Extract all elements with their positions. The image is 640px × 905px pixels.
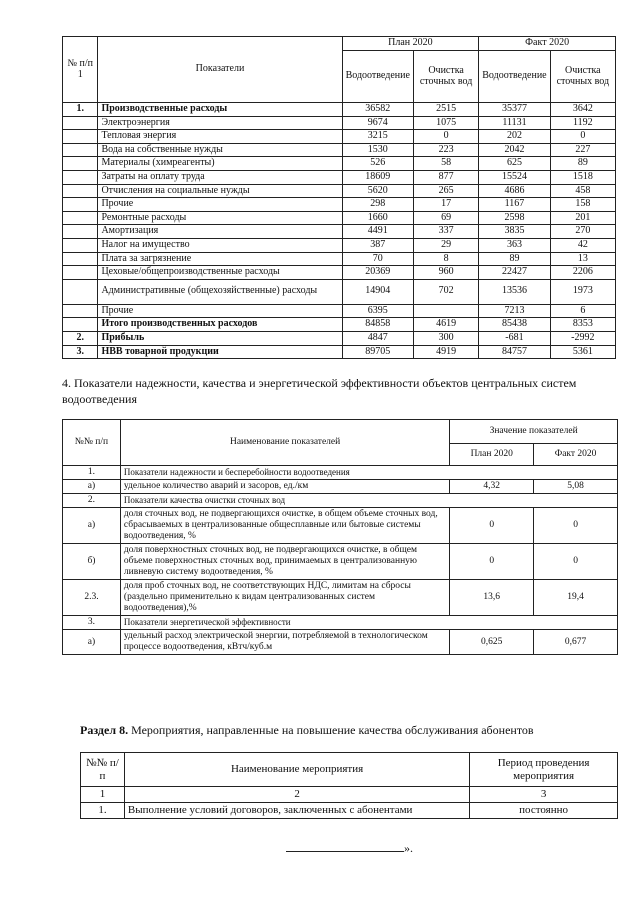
fact-value: 0	[534, 508, 618, 544]
row-value: 13536	[479, 279, 550, 304]
row-label: Тепловая энергия	[98, 130, 342, 144]
row-number	[63, 266, 98, 280]
row-value: 625	[479, 157, 550, 171]
row-value: 89	[479, 252, 550, 266]
row-label: Плата за загрязнение	[98, 252, 342, 266]
plan-value: 0	[450, 544, 534, 580]
table-row	[63, 630, 618, 655]
row-value: 9674	[342, 116, 413, 130]
row-value: 2515	[413, 103, 478, 117]
row-value: 14904	[342, 279, 413, 304]
row-value: 20369	[342, 266, 413, 280]
plan-value: 0,625	[450, 630, 534, 655]
row-value: 4919	[413, 345, 478, 359]
row-label: Прочие	[98, 304, 342, 318]
table-row	[63, 266, 616, 280]
period-header: Период проведения мероприятия	[470, 753, 618, 787]
row-value: 1075	[413, 116, 478, 130]
plan-header: План 2020	[450, 444, 534, 466]
measures-table-body	[81, 787, 618, 819]
row-number: 3.	[63, 345, 98, 359]
row-value: 18609	[342, 170, 413, 184]
row-number	[63, 252, 98, 266]
table-row	[63, 211, 616, 225]
row-number: 1.	[63, 466, 121, 480]
row-value: 3642	[550, 103, 615, 117]
row-value	[413, 304, 478, 318]
row-number	[63, 184, 98, 198]
row-label: Затраты на оплату труда	[98, 170, 342, 184]
row-value: 15524	[479, 170, 550, 184]
row-value: 7213	[479, 304, 550, 318]
row-value: 89705	[342, 345, 413, 359]
row-label: НВВ товарной продукции	[98, 345, 342, 359]
row-value: 1192	[550, 116, 615, 130]
fact-value: 0,677	[534, 630, 618, 655]
row-value: 36582	[342, 103, 413, 117]
row-value: 29	[413, 238, 478, 252]
name-header: Наименование мероприятия	[124, 753, 469, 787]
row-label: доля проб сточных вод, не соответствующих НДС, лимитам на сбросы (раздельно применительно к видам централизованных систем водоотведения),%	[120, 580, 449, 616]
row-number	[63, 198, 98, 212]
row-value: 1167	[479, 198, 550, 212]
table-row	[63, 116, 616, 130]
section-row	[63, 616, 618, 630]
row-value: 223	[413, 143, 478, 157]
row-label: Материалы (химреагенты)	[98, 157, 342, 171]
section-4-title: 4. Показатели надежности, качества и энергетической эффективности объектов центральных систем водоотведения	[62, 376, 577, 406]
fact-treatment-header: Очистка сточных вод	[550, 51, 615, 103]
row-label: Прочие	[98, 198, 342, 212]
row-value: 1973	[550, 279, 615, 304]
column-index: 3	[470, 787, 618, 803]
section-8-label: Раздел 8.	[80, 723, 129, 737]
row-value: 270	[550, 225, 615, 239]
table-row	[63, 508, 618, 544]
table-row	[63, 304, 616, 318]
row-value: 387	[342, 238, 413, 252]
row-value: 2042	[479, 143, 550, 157]
row-value: 4491	[342, 225, 413, 239]
fact-value: 5,08	[534, 480, 618, 494]
row-value: 4686	[479, 184, 550, 198]
num-header: №№ п/п	[63, 420, 121, 466]
row-value: 960	[413, 266, 478, 280]
table-row	[63, 198, 616, 212]
table-row	[63, 580, 618, 616]
row-value: 337	[413, 225, 478, 239]
row-number: а)	[63, 508, 121, 544]
row-label: Административные (общехозяйственные) расходы	[98, 279, 342, 304]
row-value: 1660	[342, 211, 413, 225]
reliability-indicators-table	[62, 419, 618, 655]
financial-indicators-table	[62, 36, 616, 359]
reliability-table-body	[63, 466, 618, 655]
plan-supply-header: Водоотведение	[342, 51, 413, 103]
row-value: 8353	[550, 318, 615, 332]
row-value: 3835	[479, 225, 550, 239]
row-number: а)	[63, 480, 121, 494]
measures-table	[80, 752, 618, 819]
row-label: доля сточных вод, не подвергающихся очистке, в общем объеме сточных вод, сбрасываемых в централизованные общесплавные или бытовые системы водоотведения, %	[120, 508, 449, 544]
row-label: Электроэнергия	[98, 116, 342, 130]
section-row	[63, 466, 618, 480]
row-value: 85438	[479, 318, 550, 332]
table-row	[63, 345, 616, 359]
row-number: 3.	[63, 616, 121, 630]
fact-header: Факт 2020	[534, 444, 618, 466]
row-value: 702	[413, 279, 478, 304]
section-label: Показатели качества очистки сточных вод	[120, 494, 617, 508]
row-label: доля поверхностных сточных вод, не подвергающихся очистке, в общем объеме поверхностных сточных вод, принимаемых в централизованную ливневую систему водоотведения, %	[120, 544, 449, 580]
row-value: 3215	[342, 130, 413, 144]
row-number: а)	[63, 630, 121, 655]
table-row	[63, 184, 616, 198]
row-number	[63, 157, 98, 171]
row-value: 70	[342, 252, 413, 266]
name-header: Наименование показателей	[120, 420, 449, 466]
row-number	[63, 211, 98, 225]
row-value: 42	[550, 238, 615, 252]
row-value: 35377	[479, 103, 550, 117]
section-label: Показатели энергетической эффективности	[120, 616, 617, 630]
row-value: 4847	[342, 331, 413, 345]
row-value: 58	[413, 157, 478, 171]
row-value: 526	[342, 157, 413, 171]
column-index: 1	[81, 787, 125, 803]
table-row	[63, 130, 616, 144]
row-value: 0	[413, 130, 478, 144]
table-row	[63, 480, 618, 494]
row-value: 458	[550, 184, 615, 198]
row-value: 4619	[413, 318, 478, 332]
row-number: б)	[63, 544, 121, 580]
row-label: Амортизация	[98, 225, 342, 239]
row-number: 1.	[81, 803, 125, 819]
plan-header: План 2020	[342, 37, 479, 51]
row-value: 6	[550, 304, 615, 318]
table-row	[63, 238, 616, 252]
row-value: 227	[550, 143, 615, 157]
row-value: 1530	[342, 143, 413, 157]
row-number	[63, 170, 98, 184]
row-number: 2.	[63, 331, 98, 345]
num-header: №№ п/п	[81, 753, 125, 787]
signature-line	[286, 841, 404, 852]
table-row	[63, 252, 616, 266]
fact-header: Факт 2020	[479, 37, 616, 51]
row-label: Вода на собственные нужды	[98, 143, 342, 157]
row-value: 11131	[479, 116, 550, 130]
table-row	[63, 331, 616, 345]
row-number	[63, 225, 98, 239]
plan-value: 13,6	[450, 580, 534, 616]
row-number	[63, 304, 98, 318]
row-number	[63, 130, 98, 144]
table-row	[63, 225, 616, 239]
row-value: 5361	[550, 345, 615, 359]
table-row	[63, 170, 616, 184]
row-value: 89	[550, 157, 615, 171]
row-value: 298	[342, 198, 413, 212]
fact-supply-header: Водоотведение	[479, 51, 550, 103]
row-value: -2992	[550, 331, 615, 345]
row-value: 2206	[550, 266, 615, 280]
row-label: Цеховые/общепроизводственные расходы	[98, 266, 342, 280]
row-value: 265	[413, 184, 478, 198]
row-number	[63, 318, 98, 332]
value-header: Значение показателей	[450, 420, 618, 444]
row-number	[63, 143, 98, 157]
row-number: 2.3.	[63, 580, 121, 616]
row-value: 202	[479, 130, 550, 144]
row-value: 84858	[342, 318, 413, 332]
row-label: Ремонтные расходы	[98, 211, 342, 225]
row-value: 363	[479, 238, 550, 252]
row-value: 17	[413, 198, 478, 212]
row-label: удельное количество аварий и засоров, ед./км	[120, 480, 449, 494]
table-row	[81, 803, 618, 819]
closing-mark	[286, 841, 418, 856]
plan-value: 4,32	[450, 480, 534, 494]
row-value: 2598	[479, 211, 550, 225]
plan-treatment-header: Очистка сточных вод	[413, 51, 478, 103]
row-label: Прибыль	[98, 331, 342, 345]
row-label: Отчисления на социальные нужды	[98, 184, 342, 198]
index-row	[81, 787, 618, 803]
row-number: 1.	[63, 103, 98, 117]
row-value: 22427	[479, 266, 550, 280]
section-8-text: Мероприятия, направленные на повышение качества обслуживания абонентов	[128, 723, 534, 737]
section-row	[63, 494, 618, 508]
section-label: Показатели надежности и бесперебойности водоотведения	[120, 466, 617, 480]
row-value: 877	[413, 170, 478, 184]
row-value: 5620	[342, 184, 413, 198]
row-value: 300	[413, 331, 478, 345]
row-number	[63, 279, 98, 304]
row-value: 201	[550, 211, 615, 225]
section-8-title	[80, 722, 620, 738]
table-row	[63, 544, 618, 580]
row-value: 6395	[342, 304, 413, 318]
table-row	[63, 143, 616, 157]
table-row	[63, 279, 616, 304]
row-value: 158	[550, 198, 615, 212]
financial-table-body	[63, 103, 616, 359]
indicators-header: Показатели	[98, 37, 342, 103]
row-label: Налог на имущество	[98, 238, 342, 252]
table-row	[63, 103, 616, 117]
measure-period: постоянно	[470, 803, 618, 819]
closing-quote: ».	[404, 841, 413, 855]
table-row	[63, 318, 616, 332]
row-number	[63, 238, 98, 252]
row-number	[63, 116, 98, 130]
fact-value: 0	[534, 544, 618, 580]
num-header: № п/п 1	[63, 37, 98, 103]
row-value: 8	[413, 252, 478, 266]
row-label: Производственные расходы	[98, 103, 342, 117]
row-label: удельный расход электрической энергии, потребляемой в технологическом процессе водоотведения, кВтч/куб.м	[120, 630, 449, 655]
table-row	[63, 157, 616, 171]
row-value: 13	[550, 252, 615, 266]
measure-name: Выполнение условий договоров, заключенных с абонентами	[124, 803, 469, 819]
row-value: -681	[479, 331, 550, 345]
row-number: 2.	[63, 494, 121, 508]
row-value: 0	[550, 130, 615, 144]
row-label: Итого производственных расходов	[98, 318, 342, 332]
fact-value: 19,4	[534, 580, 618, 616]
plan-value: 0	[450, 508, 534, 544]
row-value: 69	[413, 211, 478, 225]
column-index: 2	[124, 787, 469, 803]
row-value: 84757	[479, 345, 550, 359]
row-value: 1518	[550, 170, 615, 184]
